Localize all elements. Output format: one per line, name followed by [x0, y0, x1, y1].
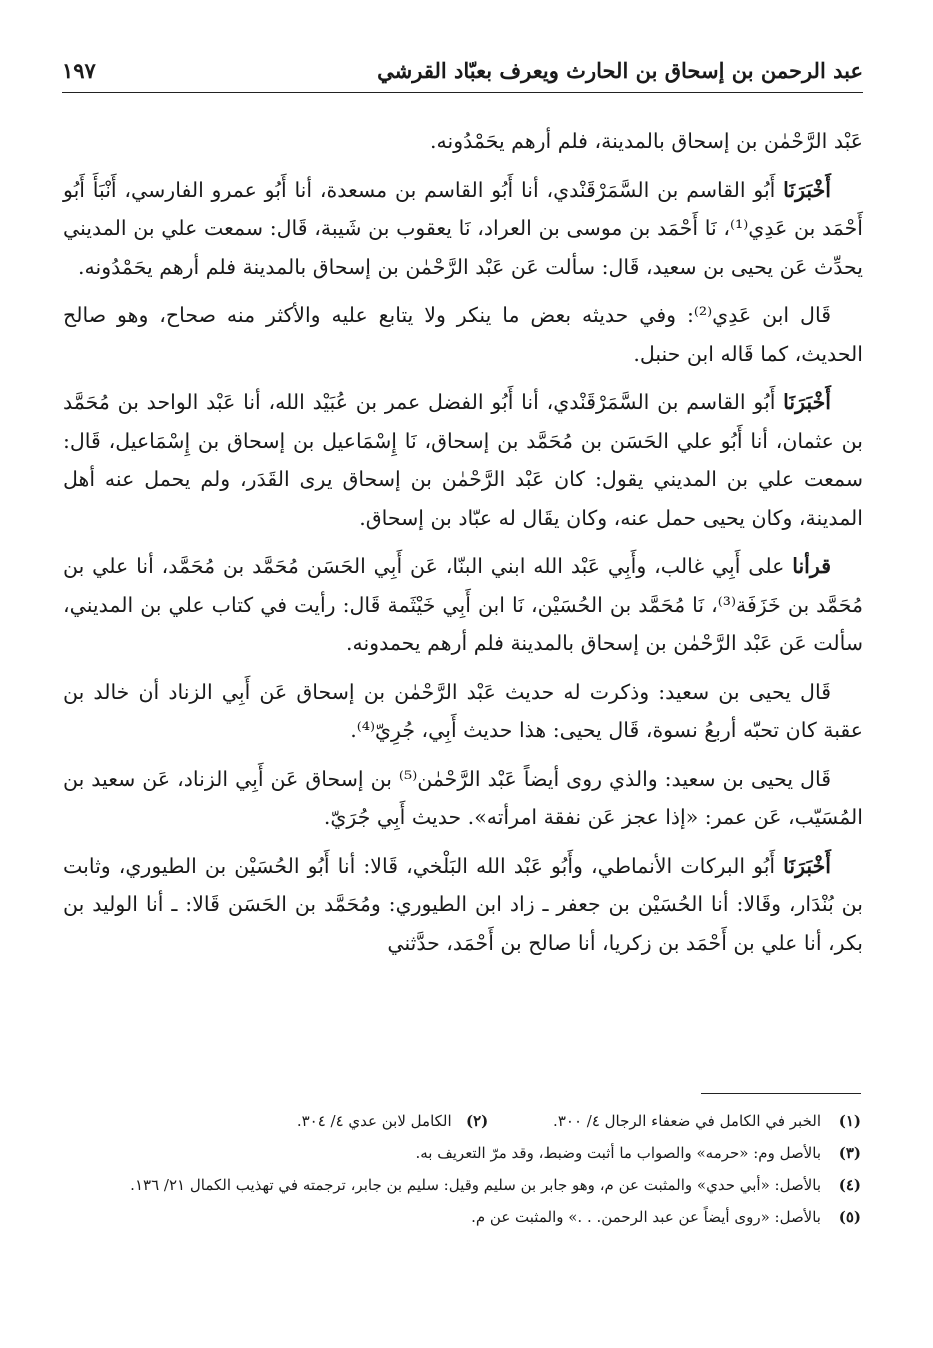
running-header	[62, 52, 863, 93]
footnote-number-2: (٢)	[465, 1112, 489, 1130]
paragraph	[63, 847, 863, 963]
paragraph	[63, 547, 863, 663]
footnote-row	[66, 1172, 861, 1199]
paragraph-text: أَبُو البركات الأنماطي، وأَبُو عَبْد الله البَلْخي، قَالا: أنا أَبُو الحُسَيْن بن الطيوري، وثابت بن بُنْدَار، وقَالا: أنا الحُسَيْن بن جعفر ـ زاد ابن الطيوري: ومُحَمَّد بن الحَسَن قَالا: ـ أنا الوليد بن بكر، أنا علي بن أَحْمَد بن زكريا، أنا صالح بن أَحْمَد، حدَّثني	[63, 853, 863, 955]
paragraph-lead: أَخْبَرَنَا	[783, 853, 831, 878]
page-number: ١٩٧	[62, 58, 96, 83]
paragraph-text: أَبُو القاسم بن السَّمَرْقَنْدي، أنا أَبُو الفضل عمر بن عُبَيْد الله، أنا عَبْد الواحد بن مُحَمَّد بن عثمان، أنا أَبُو علي الحَسَن بن مُحَمَّد بن إسحاق، نَا إِسْمَاعيل بن إسحاق بن إِسْمَاعيل، قَال: سمعت علي بن المديني يقول: كان عَبْد الرَّحْمٰن بن إسحاق يرى القَدَر، ولم يحمل عنه أهل المدينة، وكان يحيى حمل عنه، وكان يقَال له عبّاد بن إسحاق.	[63, 390, 863, 530]
footnotes	[66, 1108, 861, 1236]
footnote-number: (١)	[838, 1112, 861, 1130]
footnote-text: بالأصل وم: «حرمه» والصواب ما أثبت وضبط، وقد مرّ التعريف به.	[415, 1144, 821, 1162]
paragraph	[63, 383, 863, 537]
paragraph	[63, 673, 863, 750]
footnote-text: بالأصل: «أبي حدي» والمثبت عن م، وهو جابر بن سليم وقيل: سليم بن جابر، ترجمته في تهذيب الكمال ٢١/ ١٣٦.	[130, 1176, 821, 1194]
paragraph-lead: أَخْبَرَنَا	[783, 390, 831, 414]
paragraph-text: عَبْد الرَّحْمٰن بن إسحاق بالمدينة، فلم أرهم يحَمْدُونه.	[430, 129, 863, 153]
header-title: عبد الرحمن بن إسحاق بن الحارث ويعرف بعبّاد القرشي	[377, 58, 863, 83]
footnote-row	[66, 1108, 861, 1135]
paragraph-text: قَال يحيى بن سعيد: والذي روى أيضاً عَبْد الرَّحْمٰن⁽⁵⁾ بن إسحاق عَن أَبِي الزناد، عَن سعيد بن المُسَيّب، عَن عمر: «إذا عجز عَن نفقة امرأته». حديث أَبِي جُرَيّ.	[63, 766, 863, 829]
main-text	[63, 122, 863, 972]
paragraph	[63, 760, 863, 837]
paragraph	[63, 296, 863, 373]
paragraph-lead: قرأنا	[792, 554, 831, 578]
footnote-row	[66, 1204, 861, 1231]
paragraph-text: على أَبِي غالب، وأَبِي عَبْد الله ابني البنّا، عَن أَبِي الحَسَن مُحَمَّد بن مُحَمَّد، أنا علي بن مُحَمَّد بن خَزَفَة⁽³⁾، نَا مُحَمَّد بن الحُسَيْن، نَا ابن أَبِي خَيْثَمة قَال: رأيت في كتاب علي بن المديني، سألت عَن عَبْد الرَّحْمٰن بن إسحاق بالمدينة فلم أرهم يحمدونه.	[63, 554, 864, 655]
paragraph-text: قَال ابن عَدِي⁽²⁾: وفي حديثه بعض ما ينكر ولا يتابع عليه والأكثر منه صحاح، وهو صالح الحديث، كما قَاله ابن حنبل.	[63, 303, 863, 366]
paragraph	[63, 171, 863, 287]
footnote-text: بالأصل: «روى أيضاً عن عبد الرحمن. . .» والمثبت عن م.	[471, 1208, 821, 1226]
paragraph	[63, 122, 863, 161]
footnote-number: (٥)	[838, 1208, 861, 1226]
footnote-row	[66, 1140, 861, 1167]
footnote-divider	[701, 1093, 861, 1094]
footnote-number: (٣)	[838, 1144, 861, 1162]
footnote-number: (٤)	[838, 1176, 861, 1194]
footnote-text-1: الخبر في الكامل في ضعفاء الرجال ٤/ ٣٠٠.	[553, 1112, 821, 1130]
footnote-text	[66, 1108, 821, 1135]
paragraph-text: أَبُو القاسم بن السَّمَرْقَنْدي، أنا أَبُو القاسم بن مسعدة، أنا أَبُو عمرو الفارسي، أَنْبَأَ أَبُو أَحْمَد بن عَدِي⁽¹⁾، نَا أَحْمَد بن موسى بن العراد، نَا يعقوب بن شَيبة، قَال: سمعت علي بن المديني يحدِّث عَن يحيى بن سعيد، قَال: سألت عَن عَبْد الرَّحْمٰن بن إسحاق بالمدينة فلم أرهم يحَمْدُونه.	[63, 177, 864, 279]
paragraph-lead: أَخْبَرَنَا	[783, 177, 831, 202]
paragraph-text: قَال يحيى بن سعيد: وذكرت له حديث عَبْد الرَّحْمٰن بن إسحاق عَن أَبِي الزناد أن خالد بن عقبة كان تحبّه أربعُ نسوة، قَال يحيى: هذا حديث أَبِي، جُرِيّ⁽⁴⁾.	[63, 679, 863, 742]
footnote-text-2: الكامل لابن عدي ٤/ ٣٠٤.	[296, 1112, 452, 1130]
